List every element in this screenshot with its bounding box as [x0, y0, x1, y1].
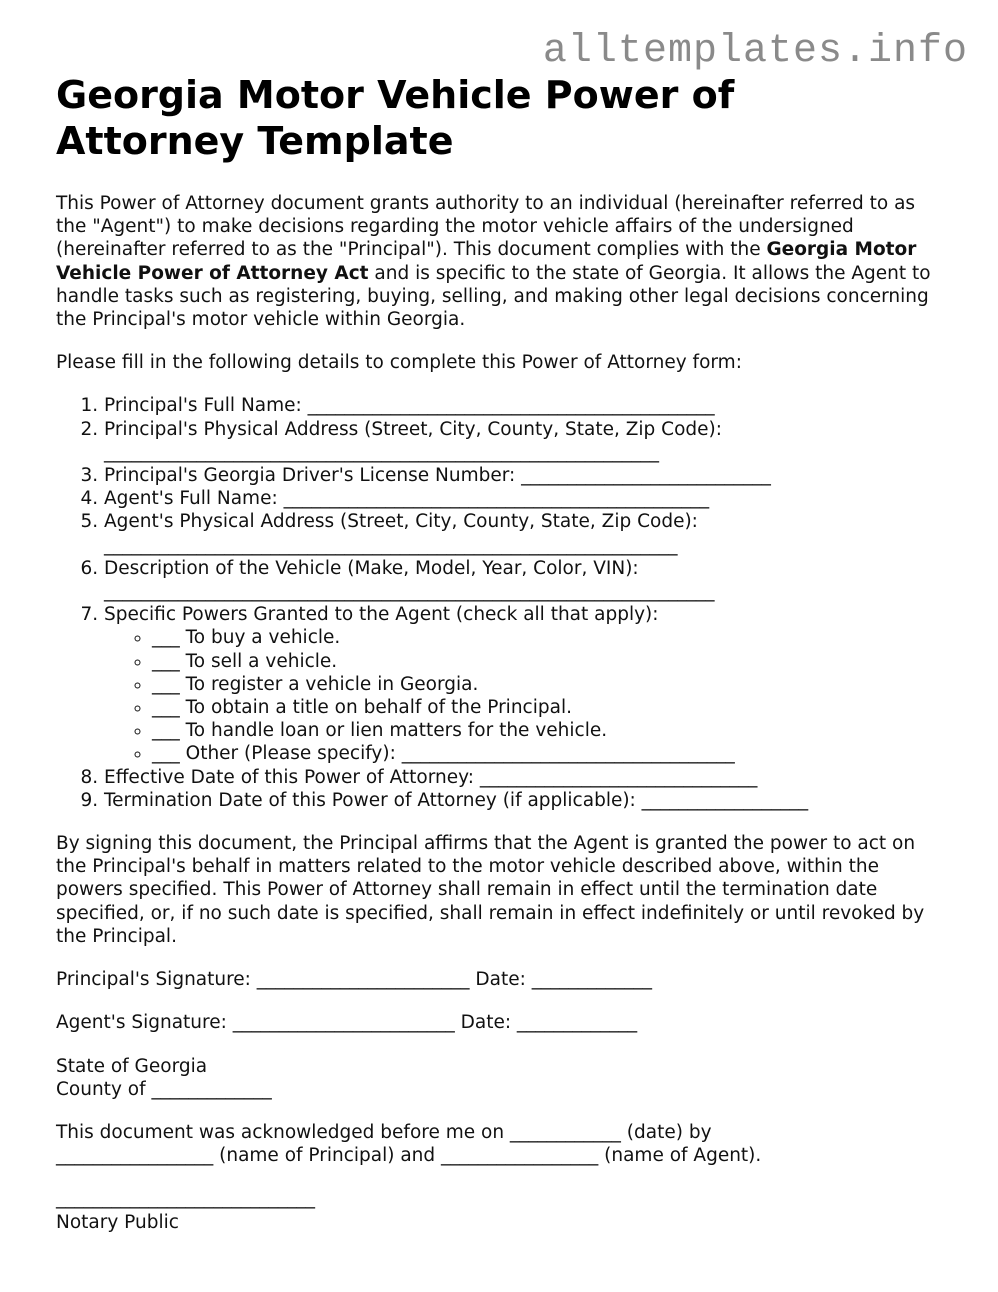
power-buy: ◦ ___ To buy a vehicle. — [152, 626, 946, 649]
power-sell: ◦ ___ To sell a vehicle. — [152, 650, 946, 673]
field-license-number: 3. Principal's Georgia Driver's License Number: ___________________________ — [104, 464, 946, 487]
field-agent-address — [104, 510, 946, 556]
field-principal-name: 1. Principal's Full Name: ____________________________________________ — [104, 394, 946, 417]
field-principal-address — [104, 418, 946, 464]
acknowledgement-line-1: This document was acknowledged before me on ____________ (date) by — [56, 1121, 712, 1143]
title-line-1: Georgia Motor Vehicle Power of — [56, 73, 735, 117]
field-vehicle-description — [104, 557, 946, 603]
field-principal-address-line: ____________________________________________________________ — [104, 441, 659, 463]
power-title: ◦ ___ To obtain a title on behalf of the Principal. — [152, 696, 946, 719]
power-loan-lien: ◦ ___ To handle loan or lien matters for the vehicle. — [152, 719, 946, 742]
intro-paragraph — [56, 192, 946, 331]
acknowledgement-paragraph — [56, 1121, 946, 1167]
field-termination-date: 9. Termination Date of this Power of Attorney (if applicable): __________________ — [104, 789, 946, 812]
county-line: County of _____________ — [56, 1078, 272, 1100]
field-specific-powers-label: Specific Powers Granted to the Agent (check all that apply): — [104, 604, 659, 626]
acknowledgement-line-2: _________________ (name of Principal) and _________________ (name of Agent). — [56, 1145, 762, 1167]
notary-block — [56, 1187, 946, 1233]
state-line: State of Georgia — [56, 1055, 208, 1077]
watermark: alltemplates.info — [542, 29, 968, 74]
notary-venue — [56, 1055, 946, 1101]
field-agent-name: 4. Agent's Full Name: ______________________________________________ — [104, 487, 946, 510]
field-vehicle-description-line: __________________________________________________________________ — [104, 581, 715, 603]
document-page — [56, 72, 946, 1234]
instructions-text: Please fill in the following details to complete this Power of Attorney form: — [56, 352, 742, 374]
field-agent-address-label: Agent's Physical Address (Street, City, County, State, Zip Code): — [104, 511, 698, 533]
intro-part-1: This Power of Attorney document grants authority to an individual (hereinafter referred to as the "Agent") to make decisions regarding the motor vehicle affairs of the undersigned (hereinafter referred to as the "Principal"). This document complies with the — [56, 193, 916, 261]
agent-signature-line: Agent's Signature: ________________________ Date: _____________ — [56, 1012, 638, 1034]
notary-signature-line: ____________________________ — [56, 1188, 315, 1210]
affirmation-paragraph: By signing this document, the Principal affirms that the Agent is granted the power to act on the Principal's behalf in matters related to the motor vehicle described above, within the powers specified. This Power of Attorney shall remain in effect until the termination date specified, or, if no such date is specified, shall remain in effect indefinitely or until revoked by the Principal. — [56, 833, 925, 947]
field-specific-powers — [104, 603, 946, 765]
notary-public-label: Notary Public — [56, 1211, 179, 1233]
powers-list — [104, 626, 946, 765]
field-principal-address-label: Principal's Physical Address (Street, City, County, State, Zip Code): — [104, 418, 722, 440]
field-vehicle-description-label: Description of the Vehicle (Make, Model, Year, Color, VIN): — [104, 557, 639, 579]
field-agent-address-line: ______________________________________________________________ — [104, 534, 678, 556]
power-other: ◦ ___ Other (Please specify): ____________________________________ — [152, 742, 946, 765]
principal-signature-line: Principal's Signature: _______________________ Date: _____________ — [56, 969, 653, 991]
form-fields-list — [56, 394, 946, 812]
title-line-2: Attorney Template — [56, 119, 454, 163]
document-title — [56, 72, 946, 164]
power-register: ◦ ___ To register a vehicle in Georgia. — [152, 673, 946, 696]
intro-part-2: and is specific to the state of Georgia. It allows the Agent to handle tasks such as registering, buying, selling, and making other legal decisions concerning the Principal's motor vehicle within Georgia. — [56, 262, 931, 331]
field-effective-date: 8. Effective Date of this Power of Attorney: ______________________________ — [104, 766, 946, 789]
act-name: Georgia Motor Vehicle Power of Attorney Act — [56, 239, 917, 284]
